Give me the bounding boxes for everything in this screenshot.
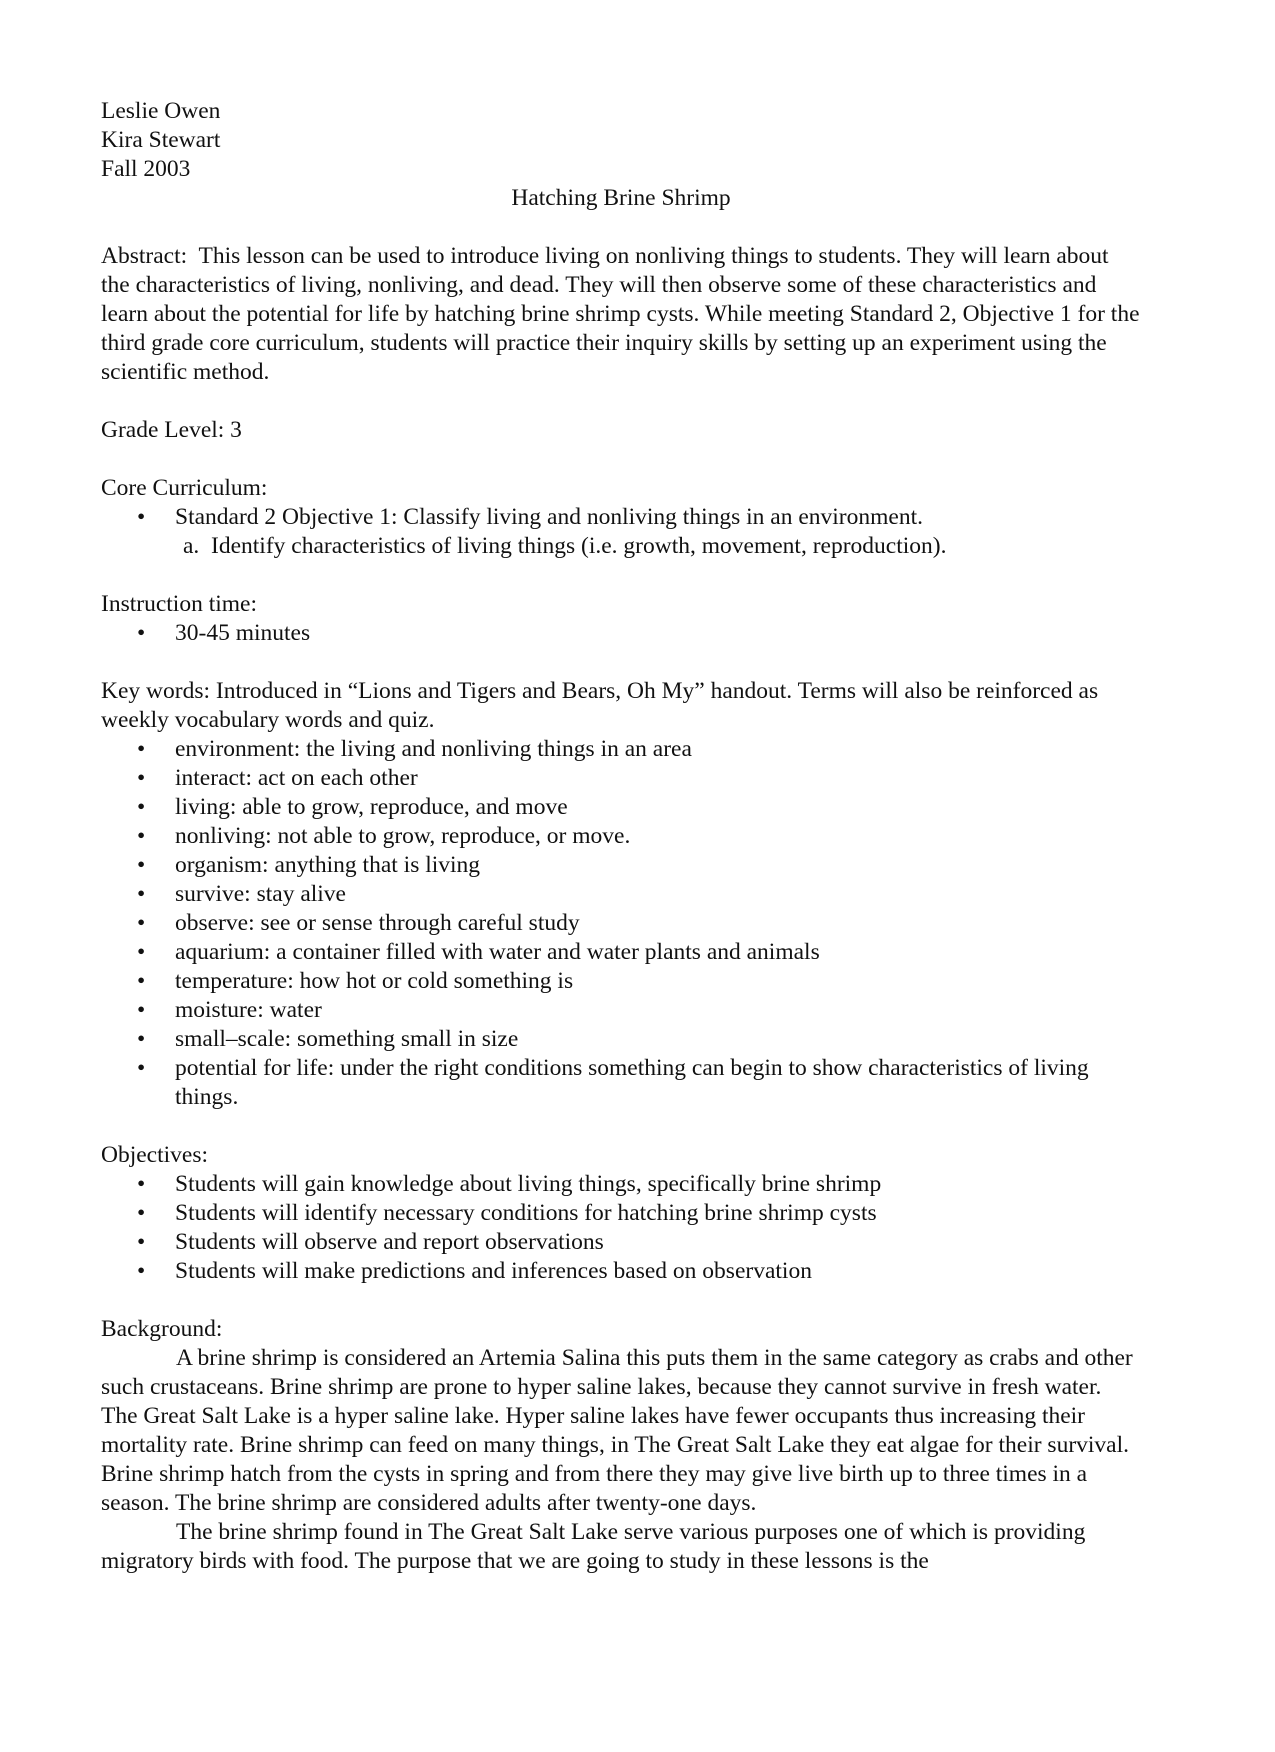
list-item: • interact: act on each other	[101, 764, 1175, 793]
list-item: • small–scale: something small in size	[101, 1025, 1175, 1054]
abstract-label: Abstract:	[101, 243, 188, 269]
instruction-time-list	[101, 619, 1181, 648]
list-item: • aquarium: a container filled with water and water plants and animals	[101, 938, 1175, 967]
list-item: • Students will gain knowledge about living things, specifically brine shrimp	[101, 1170, 1175, 1199]
abstract-text: This lesson can be used to introduce living on nonliving things to students. They will learn about the characteristics of living, nonliving, and dead. They will then observe some of these characteristics and learn about the potential for life by hatching brine shrimp cysts. While meeting Standard 2, Objective 1 for the third grade core curriculum, students will practice their inquiry skills by setting up an experiment using the scientific method.	[101, 243, 1140, 385]
key-words-list	[101, 735, 1181, 1112]
list-item: • observe: see or sense through careful study	[101, 909, 1175, 938]
list-item: • Students will identify necessary conditions for hatching brine shrimp cysts	[101, 1199, 1175, 1228]
list-item: • Standard 2 Objective 1: Classify living and nonliving things in an environment.	[101, 503, 1175, 532]
list-item: • Students will observe and report observations	[101, 1228, 1175, 1257]
list-item: • survive: stay alive	[101, 880, 1175, 909]
core-curriculum-heading: Core Curriculum:	[101, 475, 268, 501]
list-item: • living: able to grow, reproduce, and move	[101, 793, 1175, 822]
author-name: Leslie Owen	[101, 98, 221, 124]
list-item: • moisture: water	[101, 996, 1175, 1025]
list-item: • nonliving: not able to grow, reproduce, or move.	[101, 822, 1175, 851]
objectives-list	[101, 1170, 1181, 1286]
core-curriculum-subitem	[101, 532, 1181, 561]
background-heading: Background:	[101, 1316, 223, 1342]
subitem-marker: a.	[183, 533, 200, 559]
document-page	[101, 97, 1181, 1576]
instruction-time-heading: Instruction time:	[101, 591, 257, 617]
list-item: • environment: the living and nonliving things in an area	[101, 735, 1175, 764]
core-curriculum-list	[101, 503, 1181, 532]
abstract	[101, 242, 1141, 387]
list-item: • organism: anything that is living	[101, 851, 1175, 880]
list-item: • Students will make predictions and inferences based on observation	[101, 1257, 1175, 1286]
list-item: • 30-45 minutes	[101, 619, 1175, 648]
list-item: • potential for life: under the right conditions something can begin to show characteristics of living things.	[101, 1054, 1095, 1112]
subitem-text: Identify characteristics of living things (i.e. growth, movement, reproduction).	[211, 533, 947, 559]
term: Fall 2003	[101, 156, 191, 182]
grade-level: Grade Level: 3	[101, 417, 242, 443]
background-paragraph: A brine shrimp is considered an Artemia Salina this puts them in the same category as crabs and other such crustaceans. Brine shrimp are prone to hyper saline lakes, because they cannot survive in fresh water. The Great Salt Lake is a hyper saline lake. Hyper saline lakes have fewer occupants thus increasing their mortality rate. Brine shrimp can feed on many things, in The Great Salt Lake they eat algae for their survival. Brine shrimp hatch from the cysts in spring and from there they may give live birth up to three times in a season. The brine shrimp are considered adults after twenty-one days.	[101, 1345, 1133, 1516]
list-item: • temperature: how hot or cold something is	[101, 967, 1175, 996]
author-name: Kira Stewart	[101, 127, 221, 153]
background-paragraph: The brine shrimp found in The Great Salt Lake serve various purposes one of which is providing migratory birds with food. The purpose that we are going to study in these lessons is the	[101, 1519, 1086, 1574]
key-words-intro: Key words: Introduced in “Lions and Tigers and Bears, Oh My” handout. Terms will also be reinforced as weekly vocabulary words and quiz.	[101, 678, 1099, 733]
objectives-heading: Objectives:	[101, 1142, 209, 1168]
document-title: Hatching Brine Shrimp	[511, 185, 731, 211]
